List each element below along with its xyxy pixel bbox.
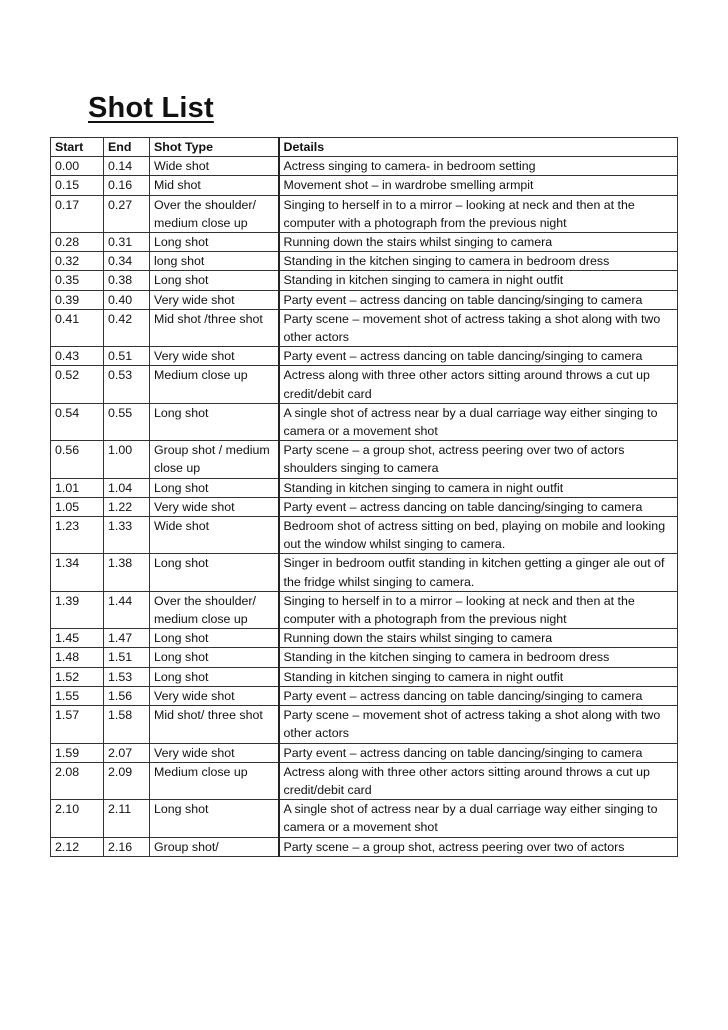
cell-end: 1.53 [104,667,150,686]
table-row [51,441,678,478]
cell-start: 0.28 [51,233,104,252]
table-row [51,800,678,837]
cell-end: 0.51 [104,347,150,366]
cell-start: 0.52 [51,366,104,403]
cell-end: 1.51 [104,648,150,667]
table-row [51,290,678,309]
cell-shot-type: Over the shoulder/ medium close up [150,195,279,232]
table-row [51,762,678,799]
table-row [51,591,678,628]
cell-end: 1.04 [104,478,150,497]
cell-end: 0.31 [104,233,150,252]
cell-start: 0.56 [51,441,104,478]
cell-shot-type: Over the shoulder/ medium close up [150,591,279,628]
cell-start: 0.32 [51,252,104,271]
cell-details: Running down the stairs whilst singing to camera [279,233,678,252]
cell-end: 0.27 [104,195,150,232]
table-row [51,837,678,856]
table-row [51,157,678,176]
cell-details: Party scene – a group shot, actress peering over two of actors [279,837,678,856]
table-row [51,176,678,195]
table-header-row [51,138,678,157]
cell-shot-type: Long shot [150,403,279,440]
cell-details: Singer in bedroom outfit standing in kitchen getting a ginger ale out of the fridge whilst singing to camera. [279,554,678,591]
cell-shot-type: Wide shot [150,517,279,554]
cell-details: Standing in the kitchen singing to camera in bedroom dress [279,648,678,667]
cell-start: 0.17 [51,195,104,232]
table-row [51,648,678,667]
cell-shot-type: Very wide shot [150,347,279,366]
table-row [51,347,678,366]
header-shot-type: Shot Type [150,138,279,157]
cell-end: 0.40 [104,290,150,309]
cell-details: Party scene – movement shot of actress taking a shot along with two other actors [279,706,678,743]
cell-end: 1.33 [104,517,150,554]
cell-start: 1.59 [51,743,104,762]
cell-end: 0.14 [104,157,150,176]
cell-details: Running down the stairs whilst singing to camera [279,629,678,648]
cell-start: 0.35 [51,271,104,290]
cell-end: 2.16 [104,837,150,856]
cell-shot-type: Long shot [150,554,279,591]
cell-end: 0.55 [104,403,150,440]
table-row [51,478,678,497]
cell-start: 1.39 [51,591,104,628]
page-title: Shot List [88,92,214,124]
table-row [51,706,678,743]
table-row [51,403,678,440]
table-row [51,233,678,252]
cell-shot-type: Medium close up [150,762,279,799]
cell-shot-type: Long shot [150,629,279,648]
cell-start: 2.12 [51,837,104,856]
cell-start: 1.23 [51,517,104,554]
cell-start: 1.34 [51,554,104,591]
cell-end: 0.38 [104,271,150,290]
cell-shot-type: Long shot [150,233,279,252]
cell-details: A single shot of actress near by a dual carriage way either singing to camera or a movement shot [279,800,678,837]
cell-start: 1.55 [51,686,104,705]
cell-shot-type: Long shot [150,271,279,290]
cell-shot-type: Long shot [150,800,279,837]
cell-shot-type: Group shot / medium close up [150,441,279,478]
cell-details: Party event – actress dancing on table dancing/singing to camera [279,290,678,309]
table-row [51,271,678,290]
table-row [51,366,678,403]
cell-shot-type: Long shot [150,667,279,686]
cell-start: 1.05 [51,497,104,516]
cell-shot-type: Very wide shot [150,497,279,516]
cell-start: 1.45 [51,629,104,648]
cell-shot-type: Mid shot/ three shot [150,706,279,743]
cell-start: 1.57 [51,706,104,743]
cell-details: A single shot of actress near by a dual carriage way either singing to camera or a movement shot [279,403,678,440]
cell-details: Standing in kitchen singing to camera in night outfit [279,478,678,497]
cell-details: Actress singing to camera- in bedroom setting [279,157,678,176]
cell-end: 1.44 [104,591,150,628]
table-row [51,309,678,346]
cell-details: Party event – actress dancing on table dancing/singing to camera [279,686,678,705]
table-row [51,252,678,271]
cell-start: 1.01 [51,478,104,497]
cell-end: 2.11 [104,800,150,837]
cell-end: 2.07 [104,743,150,762]
cell-end: 0.53 [104,366,150,403]
cell-details: Singing to herself in to a mirror – looking at neck and then at the computer with a photograph from the previous night [279,591,678,628]
header-details: Details [279,138,678,157]
cell-end: 1.47 [104,629,150,648]
cell-shot-type: Long shot [150,478,279,497]
cell-shot-type: Very wide shot [150,290,279,309]
cell-start: 0.15 [51,176,104,195]
cell-end: 2.09 [104,762,150,799]
cell-details: Party scene – movement shot of actress taking a shot along with two other actors [279,309,678,346]
cell-start: 0.54 [51,403,104,440]
cell-details: Party scene – a group shot, actress peering over two of actors shoulders singing to camera [279,441,678,478]
cell-shot-type: long shot [150,252,279,271]
cell-details: Standing in kitchen singing to camera in night outfit [279,271,678,290]
cell-end: 0.42 [104,309,150,346]
cell-shot-type: Group shot/ [150,837,279,856]
table-row [51,497,678,516]
header-start: Start [51,138,104,157]
cell-details: Singing to herself in to a mirror – looking at neck and then at the computer with a photograph from the previous night [279,195,678,232]
cell-start: 0.39 [51,290,104,309]
cell-shot-type: Mid shot /three shot [150,309,279,346]
cell-details: Party event – actress dancing on table dancing/singing to camera [279,497,678,516]
table-row [51,517,678,554]
cell-shot-type: Medium close up [150,366,279,403]
cell-start: 1.48 [51,648,104,667]
cell-end: 1.22 [104,497,150,516]
cell-details: Party event – actress dancing on table dancing/singing to camera [279,347,678,366]
table-row [51,629,678,648]
cell-start: 1.52 [51,667,104,686]
cell-start: 0.00 [51,157,104,176]
cell-shot-type: Very wide shot [150,743,279,762]
cell-start: 0.43 [51,347,104,366]
cell-end: 0.34 [104,252,150,271]
cell-details: Movement shot – in wardrobe smelling armpit [279,176,678,195]
cell-end: 0.16 [104,176,150,195]
cell-details: Standing in kitchen singing to camera in night outfit [279,667,678,686]
cell-details: Actress along with three other actors sitting around throws a cut up credit/debit card [279,366,678,403]
shot-list-table [50,137,678,857]
cell-details: Standing in the kitchen singing to camera in bedroom dress [279,252,678,271]
cell-start: 2.08 [51,762,104,799]
cell-end: 1.38 [104,554,150,591]
cell-details: Bedroom shot of actress sitting on bed, playing on mobile and looking out the window whilst singing to camera. [279,517,678,554]
cell-start: 2.10 [51,800,104,837]
table-row [51,743,678,762]
cell-details: Actress along with three other actors sitting around throws a cut up credit/debit card [279,762,678,799]
cell-shot-type: Mid shot [150,176,279,195]
cell-shot-type: Very wide shot [150,686,279,705]
table-row [51,554,678,591]
cell-shot-type: Wide shot [150,157,279,176]
table-row [51,686,678,705]
cell-end: 1.00 [104,441,150,478]
table-row [51,667,678,686]
cell-start: 0.41 [51,309,104,346]
table-row [51,195,678,232]
cell-shot-type: Long shot [150,648,279,667]
header-end: End [104,138,150,157]
cell-details: Party event – actress dancing on table dancing/singing to camera [279,743,678,762]
cell-end: 1.58 [104,706,150,743]
cell-end: 1.56 [104,686,150,705]
